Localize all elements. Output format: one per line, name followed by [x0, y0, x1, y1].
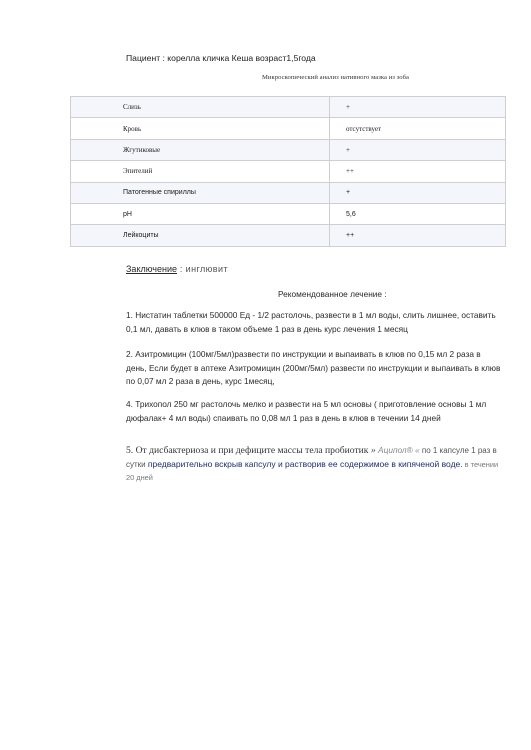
- row-name: Слизь: [71, 97, 330, 118]
- probiotic-intro: 5. От дисбактериоза и при дефиците массы тела пробиотик: [126, 445, 371, 456]
- table-row: [71, 161, 506, 182]
- table-row: [71, 225, 506, 246]
- row-value: +: [330, 182, 506, 203]
- conclusion: [126, 264, 228, 274]
- table-row: [71, 118, 506, 139]
- row-name: Кровь: [71, 118, 330, 139]
- treatment-item-4: 4. Трихопол 250 мг растолочь мелко и развести на 5 мл основы ( приготовление основы 1 мл дюфалак+ 4 мл воды) спаивать по 0,08 мл 1 раз в день в клюв в течении 14 дней: [126, 399, 487, 423]
- row-value: +: [330, 97, 506, 118]
- probiotic-duration: в течении 20 дней: [126, 459, 499, 483]
- row-value: ++: [330, 225, 506, 246]
- analysis-title: Микроскопический анализ нативного мазка из зоба: [262, 74, 409, 81]
- treatment-item-1: 1. Нистатин таблетки 500000 Ед - 1/2 растолочь, развести в 1 мл воды, слить лишнее, оставить 0,1 мл, давать в клюв в таком объеме 1 раз в день курс лечения 1 месяц: [126, 310, 496, 334]
- quote-open: »: [370, 445, 379, 456]
- results-table: [70, 96, 506, 247]
- probiotic-instructions: предварительно вскрыв капсулу и растворив ее содержимое в кипяченой воде.: [147, 458, 463, 469]
- row-value: ++: [330, 161, 506, 182]
- row-value: +: [330, 139, 506, 160]
- conclusion-label: Заключение: [126, 264, 177, 274]
- table-row: [71, 97, 506, 118]
- treatment-item-2: 2. Азитромицин (100мг/5мл)развести по инструкции и выпаивать в клюв по 0,15 мл 2 раза в день, Если будет в аптеке Азитромицин (200мг/5мл) развести по инструкции и выпаивать в клюв по 0,07 мл 2 раза в день, курс 1месяц,: [126, 349, 501, 387]
- row-name: Жгутиковые: [71, 139, 330, 160]
- patient-info: Пациент : корелла кличка Кеша возраст1,5года: [126, 53, 316, 63]
- table-row: [71, 203, 506, 224]
- row-value: отсутствует: [330, 118, 506, 139]
- table-row: [71, 139, 506, 160]
- treatment-item-5: [126, 444, 501, 485]
- row-value: 5,6: [330, 203, 506, 224]
- row-name: Лейкоциты: [71, 225, 330, 246]
- probiotic-dose: по 1 капсуле 1 раз в сутки: [126, 446, 497, 469]
- conclusion-value: : инглювит: [176, 264, 228, 274]
- row-name: Эпителий: [71, 161, 330, 182]
- table-row: [71, 182, 506, 203]
- recommendations-title: Рекомендованное лечение :: [278, 289, 387, 299]
- row-name: Патогенные спириллы: [71, 182, 330, 203]
- row-name: pH: [71, 203, 330, 224]
- probiotic-name: Аципол® «: [378, 445, 420, 455]
